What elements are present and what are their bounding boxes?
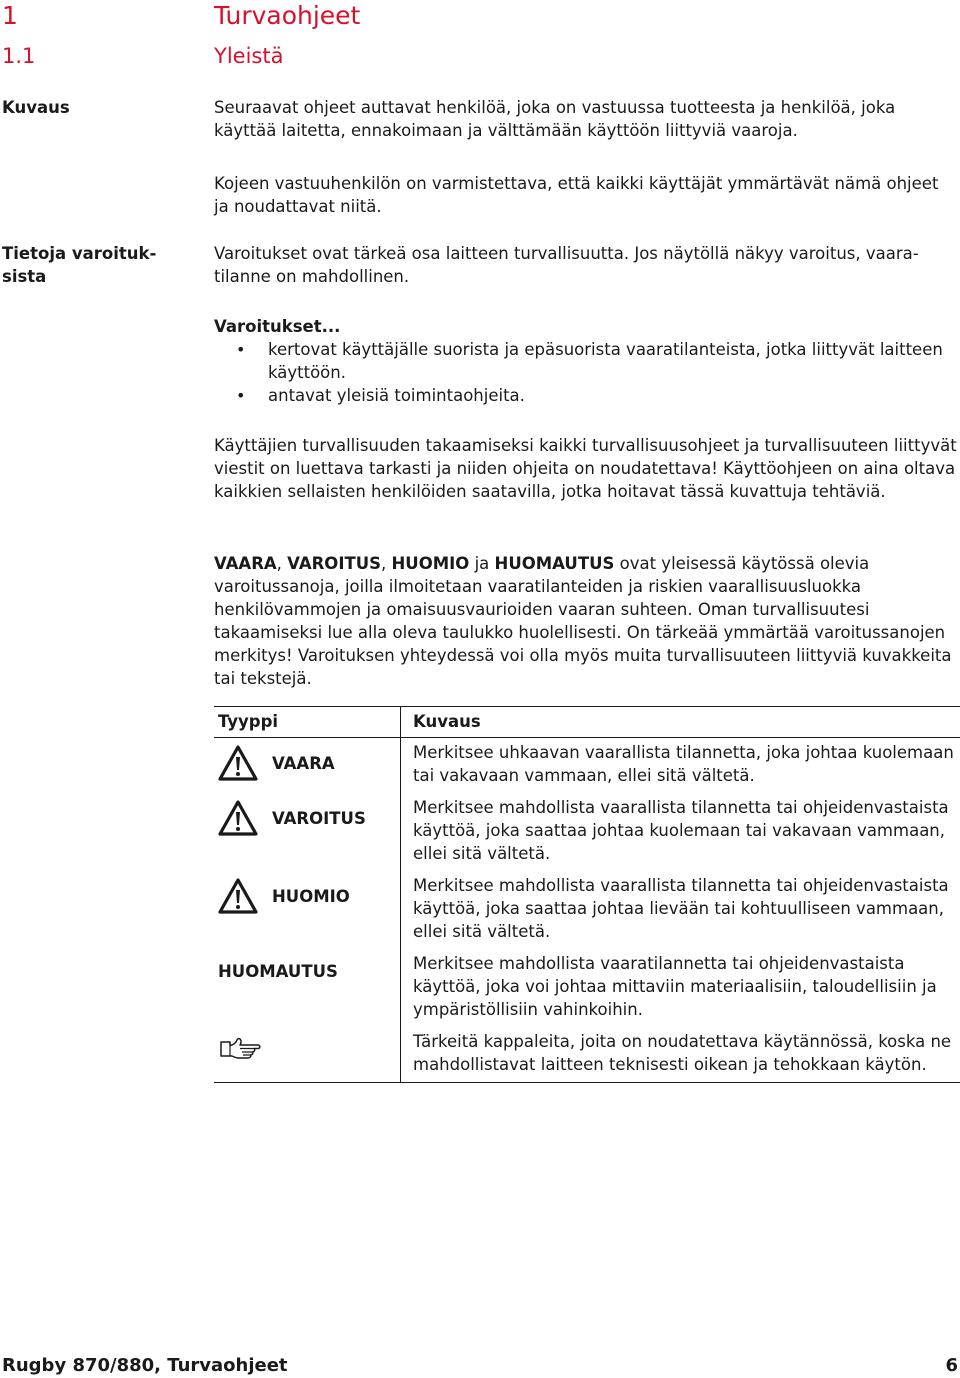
separator: ja [469, 554, 495, 573]
signal-word-varoitus: VAROITUS [287, 554, 381, 573]
kuvaus-paragraph-1: Seuraavat ohjeet auttavat henkilöä, joka on vastuussa tuotteesta ja henkilöä, joka käyttää laitetta, ennakoimaan ja välttämään käyttöön liittyviä vaaroja. [214, 98, 896, 140]
type-cell [214, 793, 401, 871]
type-label: HUOMIO [272, 886, 350, 906]
table-row [214, 793, 960, 871]
tietoja-paragraph-2: Käyttäjien turvallisuuden takaamiseksi kaikki turvallisuusohjeet ja turvallisuuteen liittyvät viestit on luettava tarkasti ja niiden ohjeita on noudatettava! Käyttöohjeen on aina oltava kaikkien sellaisten henkilöiden saatavilla, jotka hoitavat tässä kuvattuja tehtäviä. [214, 436, 957, 501]
separator: , [276, 554, 288, 573]
pointing-hand-icon [218, 1034, 262, 1060]
signal-word-huomautus: HUOMAUTUS [494, 554, 615, 573]
description-cell: Merkitsee uhkaavan vaarallista tilannetta, joka johtaa kuolemaan tai vakavaan vammaan, ellei sitä vältetä. [401, 738, 960, 794]
warning-triangle-icon [218, 745, 258, 781]
type-label: VAROITUS [272, 808, 366, 828]
list-item: • kertovat käyttäjälle suorista ja epäsuorista vaaratilanteista, jotka liittyvät laitteen käyttöön. [214, 338, 958, 384]
page-footer [0, 1354, 960, 1378]
section-number: 1.1 [2, 44, 36, 68]
column-header-description: Kuvaus [401, 707, 960, 738]
chapter-title: Turvaohjeet [214, 1, 361, 30]
section-title: Yleistä [214, 44, 284, 68]
signal-word-huomio: HUOMIO [391, 554, 470, 573]
table-row [214, 871, 960, 949]
page-number: 6 [945, 1355, 958, 1376]
tietoja-label-line-2: sista [2, 267, 47, 286]
description-cell: Merkitsee mahdollista vaaratilannetta tai ohjeidenvastaista käyttöä, joka voi johtaa mittaviin materiaalisiin, taloudellisiin ja ympäristöllisiin vahinkoihin. [401, 949, 960, 1027]
tietoja-label [2, 242, 187, 288]
list-item: • antavat yleisiä toimintaohjeita. [214, 384, 958, 407]
warning-triangle-icon [218, 800, 258, 836]
table-row [214, 738, 960, 794]
description-cell: Tärkeitä kappaleita, joita on noudatettava käytännössä, koska ne mahdollistavat laitteen teknisesti oikean ja tehokkaan käytön. [401, 1027, 960, 1083]
column-header-type: Tyyppi [214, 707, 401, 738]
chapter-heading [0, 0, 960, 32]
warnings-list-title: Varoitukset... [214, 317, 341, 336]
tietoja-paragraph-3 [214, 552, 958, 690]
type-cell [214, 871, 401, 949]
type-cell [214, 1027, 401, 1083]
warning-triangle-icon [218, 878, 258, 914]
type-cell [214, 949, 401, 1027]
table-header-row [214, 707, 960, 738]
tietoja-label-line-1: Tietoja varoituk- [2, 244, 157, 263]
tietoja-paragraph-1: Varoitukset ovat tärkeä osa laitteen turvallisuutta. Jos näytöllä näkyy varoitus, vaara-tilanne on mahdollinen. [214, 244, 919, 286]
description-cell: Merkitsee mahdollista vaarallista tilannetta tai ohjeidenvastaista käyttöä, joka saattaa johtaa lievään tai kohtuulliseen vammaan, ellei sitä vältetä. [401, 871, 960, 949]
chapter-number: 1 [2, 1, 18, 30]
kuvaus-label: Kuvaus [2, 98, 70, 117]
separator: , [381, 554, 392, 573]
type-label: VAARA [272, 753, 335, 773]
table-row [214, 1027, 960, 1083]
section-heading [0, 42, 960, 70]
signal-word-vaara: VAARA [214, 554, 277, 573]
paragraph-rest: ovat yleisessä käytössä olevia varoitussanoja, joilla ilmoitetaan vaaratilanteiden ja riskien vaarallisuusluokka henkilövammojen ja omaisuusvaurioiden vaaran suhteen. Oman turvallisuutesi takaamiseksi lue alla oleva taulukko huolellisesti. On tärkeää ymmärtää varoitussanojen merkitys! Varoituksen yhteydessä voi olla myös muita turvallisuuteen liittyviä kuvakkeita tai tekstejä. [214, 554, 952, 688]
footer-title: Rugby 870/880, Turvaohjeet [2, 1355, 288, 1376]
description-cell: Merkitsee mahdollista vaarallista tilannetta tai ohjeidenvastaista käyttöä, joka saattaa johtaa kuolemaan tai vakavaan vammaan, ellei sitä vältetä. [401, 793, 960, 871]
kuvaus-paragraph-2: Kojeen vastuuhenkilön on varmistettava, että kaikki käyttäjät ymmärtävät nämä ohjeet ja noudattavat niitä. [214, 174, 939, 216]
signal-words-table [214, 706, 960, 1083]
table-row [214, 949, 960, 1027]
type-label: HUOMAUTUS [218, 962, 338, 981]
warnings-bullet-list [214, 338, 958, 407]
type-cell [214, 738, 401, 794]
